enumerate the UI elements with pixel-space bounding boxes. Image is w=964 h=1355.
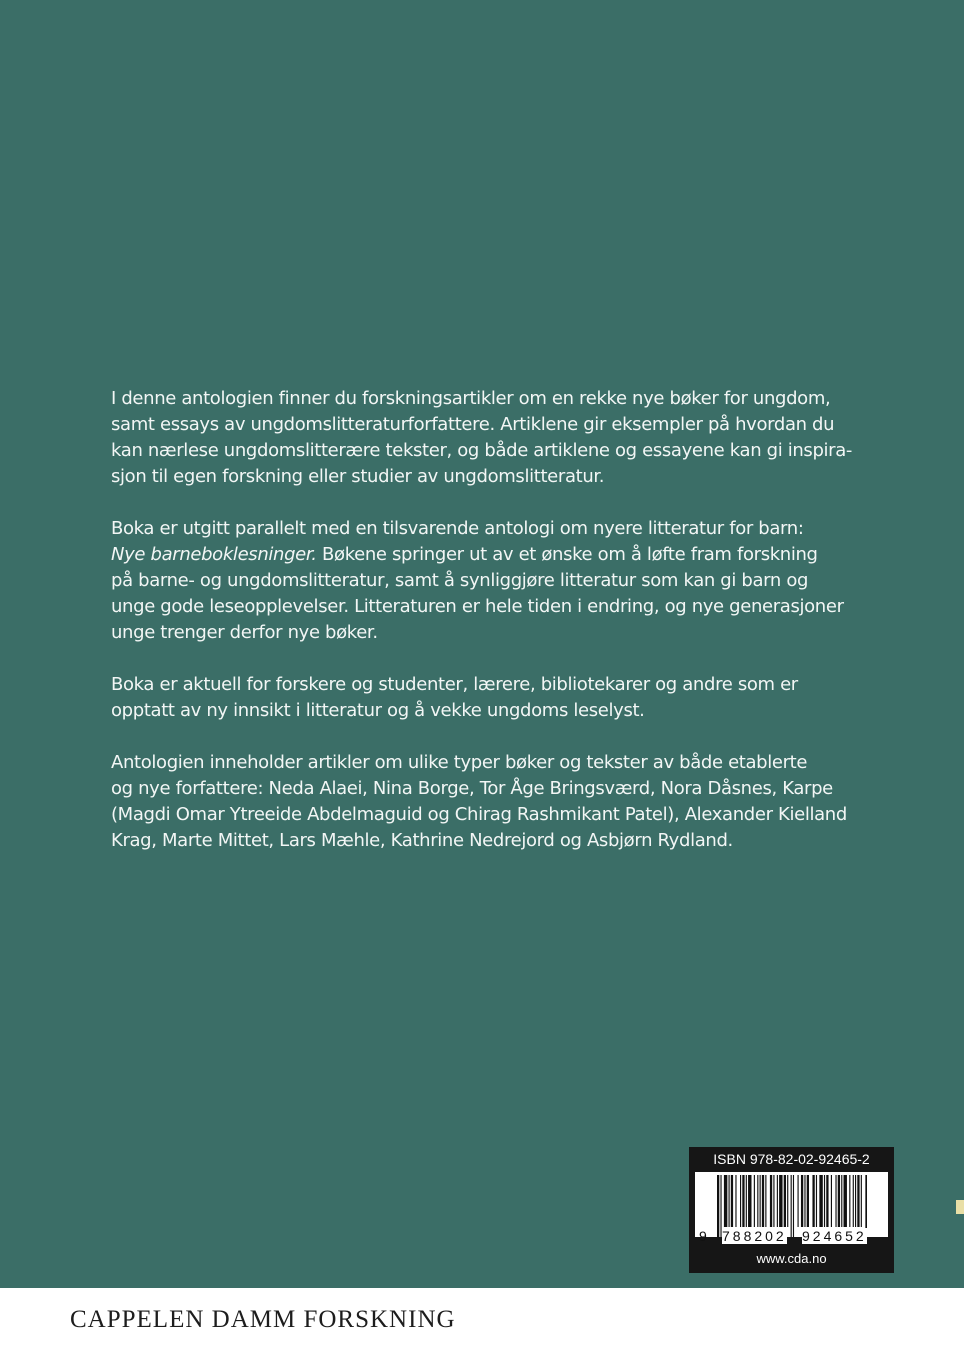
text-line (111, 542, 851, 568)
barcode-bar (816, 1175, 817, 1227)
barcode-bar (748, 1175, 751, 1227)
barcode-bar (807, 1175, 809, 1227)
text-line: kan nærlese ungdomslitterære tekster, og både artiklene og essayene kan gi inspira- (111, 440, 853, 461)
text-line: sjon til egen forskning eller studier av ungdomslitteratur. (111, 466, 605, 487)
barcode-bar (849, 1175, 850, 1227)
barcode-bar (826, 1175, 828, 1227)
barcode (695, 1172, 888, 1244)
barcode-bar (773, 1175, 774, 1227)
barcode-bar (819, 1175, 822, 1227)
barcode-bar (804, 1175, 805, 1227)
text-line: Antologien inneholder artikler om ulike typer bøker og tekster av både etablerte (111, 752, 808, 773)
barcode-bar (831, 1175, 832, 1227)
website-url: www.cda.no (756, 1251, 827, 1266)
barcode-bar (841, 1175, 842, 1227)
barcode-bar (844, 1175, 847, 1227)
text-line: unge trenger derfor nye bøker. (111, 622, 378, 643)
barcode-bar (754, 1175, 755, 1227)
text-line: I denne antologien finner du forskningsartikler om en rekke nye bøker for ungdom, (111, 388, 831, 409)
barcode-bar (770, 1175, 772, 1227)
barcode-bar (861, 1175, 862, 1227)
barcode-bar (729, 1175, 730, 1227)
barcode-bar (731, 1175, 733, 1227)
barcode-bar (801, 1175, 803, 1227)
barcode-bar (784, 1175, 786, 1227)
text-line: (Magdi Omar Ytreeide Abdelmaguid og Chirag Rashmikant Patel), Alexander Kielland (111, 804, 847, 825)
barcode-bar (746, 1175, 747, 1227)
barcode-bar (765, 1175, 766, 1227)
text-line: samt essays av ungdomslitteraturforfattere. Artiklene gir eksempler på hvordan du (111, 414, 835, 435)
text-line: og nye forfattere: Neda Alaei, Nina Borge, Tor Åge Bringsværd, Nora Dåsnes, Karpe (111, 778, 833, 799)
barcode-bar (853, 1175, 854, 1227)
paragraph-parallel-anthology (111, 516, 851, 646)
barcode-bar (724, 1175, 727, 1227)
barcode-bar (717, 1175, 719, 1237)
barcode-bar (791, 1175, 792, 1237)
isbn-label: ISBN 978-82-02-92465-2 (713, 1151, 870, 1167)
text-line: Boka er utgitt parallelt med en tilsvarende antologi om nyere litteratur for barn: (111, 518, 804, 539)
barcode-bar (779, 1175, 782, 1227)
barcode-bar (824, 1175, 825, 1227)
text-line: Boka er aktuell for forskere og studenter, lærere, bibliotekarer og andre som er (111, 674, 798, 695)
barcode-digit-group-left: 788202 (722, 1228, 787, 1244)
blurb-text (111, 386, 851, 880)
barcode-bar (857, 1175, 859, 1227)
paragraph-authors (111, 750, 851, 854)
text-line: opptatt av ny innsikt i litteratur og å vekke ungdoms leselyst. (111, 700, 645, 721)
text-segment: Bøkene springer ut av et ønske om å løfte fram forskning (316, 544, 818, 565)
barcode-digits (695, 1229, 888, 1245)
barcode-bar (762, 1175, 764, 1227)
text-line: Krag, Marte Mittet, Lars Mæhle, Kathrine Nedrejord og Asbjørn Rydland. (111, 830, 733, 851)
edge-color-mark (956, 1200, 964, 1214)
barcode-bar (757, 1175, 758, 1227)
barcode-bar (735, 1175, 736, 1227)
publisher-logo: CAPPELEN DAMM FORSKNING (70, 1306, 456, 1333)
barcode-bar (835, 1175, 836, 1227)
barcode-bar (798, 1175, 799, 1227)
barcode-bar (760, 1175, 761, 1227)
book-title-italic: Nye barneboklesninger. (111, 544, 317, 565)
text-line: på barne- og ungdomslitteratur, samt å synliggjøre litteratur som kan gi barn og (111, 570, 809, 591)
barcode-bar (787, 1175, 788, 1227)
barcode-bar (777, 1175, 778, 1227)
barcode-bar (812, 1175, 814, 1227)
barcode-digit-group-right: 924652 (802, 1228, 867, 1244)
barcode-bar (742, 1175, 744, 1227)
barcode-bar (793, 1175, 794, 1237)
barcode-bar (855, 1175, 856, 1227)
barcode-bar (740, 1175, 741, 1227)
paragraph-audience (111, 672, 851, 724)
barcode-lead-digit: 9 (699, 1228, 707, 1244)
text-line: unge gode leseopplevelser. Litteraturen er hele tiden i endring, og nye generasjoner (111, 596, 844, 617)
barcode-bar (838, 1175, 840, 1227)
isbn-barcode-block (689, 1147, 894, 1273)
paragraph-intro (111, 386, 851, 490)
